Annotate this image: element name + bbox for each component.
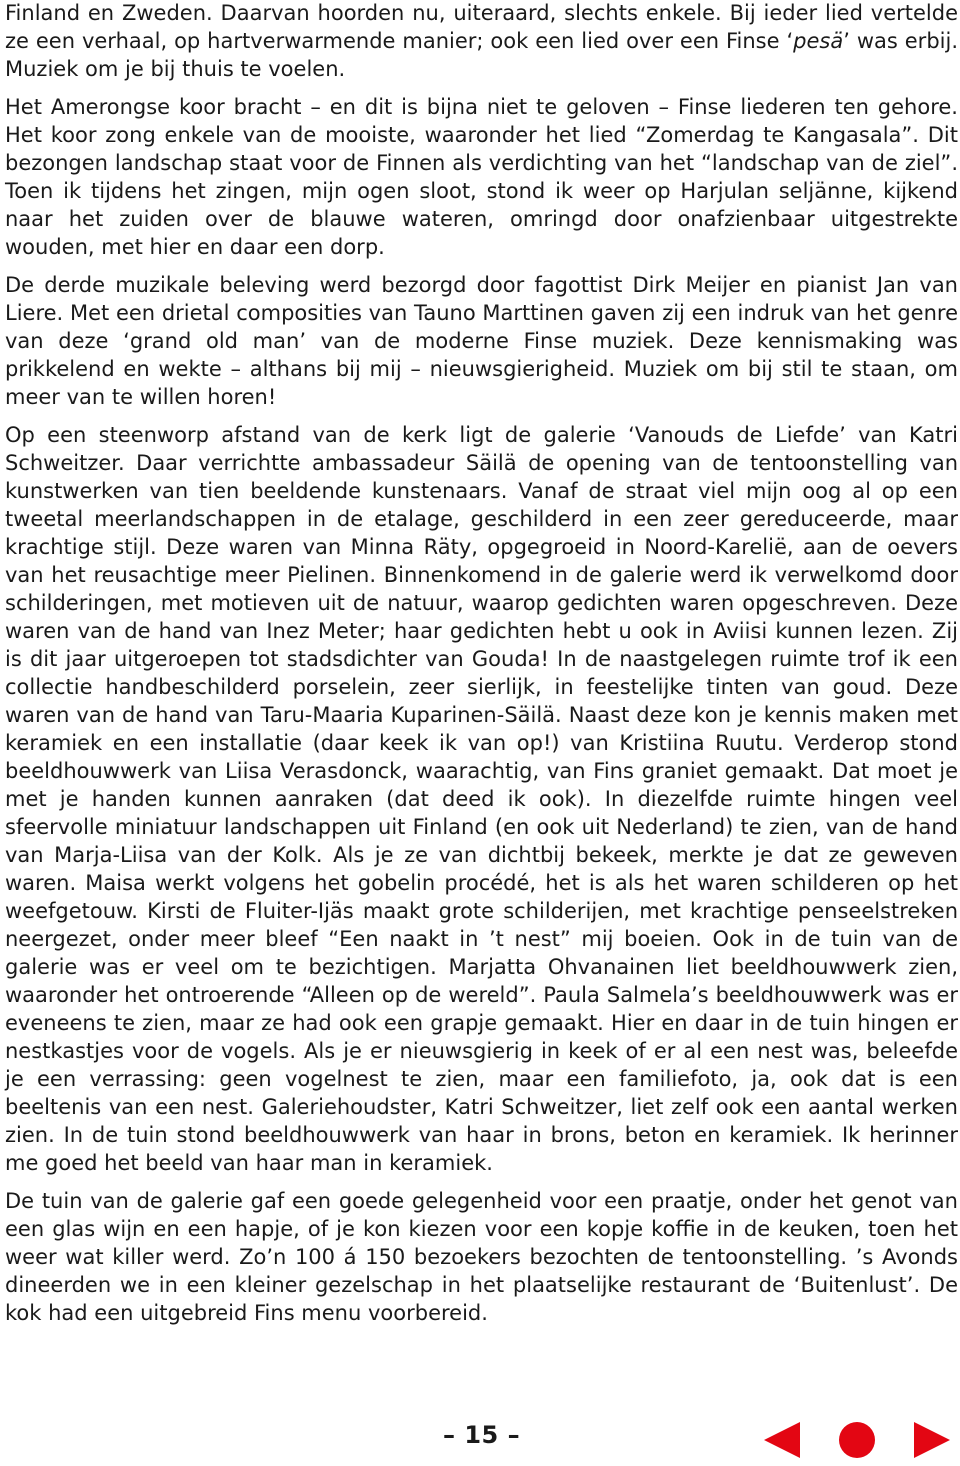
triangle-right-icon — [912, 1420, 952, 1460]
home-button[interactable] — [837, 1420, 877, 1460]
triangle-left-icon — [762, 1420, 802, 1460]
page-number: – 15 – — [443, 1421, 521, 1449]
page-footer — [0, 1415, 960, 1465]
paragraph-text: Op een steenworp afstand van de kerk ligt de galerie ‘Vanouds de Liefde’ van Katri Schweitzer. Daar verrichtte ambassadeur Säilä de opening van de tentoonstelling van kunstwerken van tien beeldende kunstenaars. Vanaf de straat viel mijn oog al op een tweetal meerlandschappen in de etalage, geschilderd in een zeer gereduceerde, maar krachtige stijl. Deze waren van Minna Räty, opgegroeid in Noord-Karelië, aan de oevers van het reusachtige meer Pielinen. Binnenkomend in de galerie werd ik verwelkomd door schilderingen, met motieven uit de natuur, waarop gedichten waren opgeschreven. Deze waren van de hand van Inez Meter; haar gedichten hebt u ook in Aviisi kunnen lezen. Zij is dit jaar uitgeroepen tot stadsdichter van Gouda! In de naastgelegen ruimte trof ik een collectie handbeschilderd porselein, zeer sierlijk, in feestelijke tinten van goud. Deze waren van de hand van Taru-Maaria Kuparinen-Säilä. Naast deze kon je kennis maken met keramiek en een installatie (daar keek ik van op!) van Kristiina Ruutu. Verderop stond beeldhouwwerk van Liisa Verasdonck, waarachtig, van Fins graniet gemaakt. Dat moet je met je handen kunnen aanraken (dat deed ik ook). In diezelfde ruimte hingen veel sfeervolle miniatuur landschappen uit Finland (en ook uit Nederland) te zien, van de hand van Marja-Liisa van der Kolk. Als je ze van dichtbij bekeek, merkte je dat ze geweven waren. Maisa werkt volgens het gobelin procédé, het is als het waren schilderen op het weefgetouw. Kirsti de Fluiter-Ijäs maakt grote schilderijen, met krachtige penseelstreken neergezet, onder meer bleef “Een naakt in ’t nest” mij boeien. Ook in de tuin van de galerie was er veel om te bezichtigen. Marjatta Ohvanainen liet beeldhouwwerk zien, waaronder het ontroerende “Alleen op de wereld”. Paula Salmela’s beeldhouwwerk was er eveneens te zien, maar ze had ook een grapje gemaakt. Hier en daar in de tuin hingen er nestkastjes voor de vogels. Als je er nieuwsgierig in keek of er al een nest was, beleefde je een verrassing: geen vogelnest te zien, maar een familiefoto, ja, ook dat is een beeltenis van een nest. Galeriehoudster, Katri Schweitzer, liet zelf ook een aantal werken zien. In de tuin stond beeldhouwwerk van haar in brons, beton en keramiek. Ik herinner me goed het beeld van haar man in keramiek. — [5, 423, 958, 1175]
paragraph-text: ’ was erbij. Muziek om je bij thuis te voelen. — [5, 29, 958, 81]
paragraph-text: De tuin van de galerie gaf een goede gelegenheid voor een praatje, onder het genot van een glas wijn en een hapje, of je kon kiezen voor een kopje koffie in de keuken, toen het weer wat killer werd. Zo’n 100 á 150 bezoekers bezochten de tentoonstelling. ’s Avonds dineerden we in een kleiner gezelschap in het plaatselijke restaurant de ‘Buitenlust’. De kok had een uitgebreid Fins menu voorbereid. — [5, 1189, 958, 1325]
paragraph — [5, 1187, 958, 1327]
paragraph — [5, 0, 958, 83]
previous-page-button[interactable] — [762, 1420, 802, 1460]
paragraph — [5, 93, 958, 261]
paragraph — [5, 271, 958, 411]
next-page-button[interactable] — [912, 1420, 952, 1460]
paragraph-text: De derde muzikale beleving werd bezorgd door fagottist Dirk Meijer en pianist Jan van Liere. Met een drietal composities van Tauno Marttinen gaven zij een indruk van het genre van deze ‘grand old man’ van de moderne Finse muziek. Deze kennismaking was prikkelend en wekte – althans bij mij – nieuwsgierigheid. Muziek om bij stil te staan, om meer van te willen horen! — [5, 273, 958, 409]
article-body — [5, 0, 958, 1337]
paragraph-text: Het Amerongse koor bracht – en dit is bijna niet te geloven – Finse liederen ten gehore. Het koor zong enkele van de mooiste, waaronder het lied “Zomerdag te Kangasala”. Dit bezongen landschap staat voor de Finnen als verdichting van het “landschap van de ziel”. Toen ik tijdens het zingen, mijn ogen sloot, stond ik weer op Harjulan seljänne, kijkend naar het zuiden over de blauwe wateren, omringd door onafzienbaar uitgestrekte wouden, met hier en daar een dorp. — [5, 95, 958, 259]
italic-word: pesä — [793, 29, 844, 53]
circle-icon — [837, 1420, 877, 1460]
paragraph — [5, 421, 958, 1177]
paragraph-text: Finland en Zweden. Daarvan hoorden nu, uiteraard, slechts enkele. Bij ieder lied vertelde ze een verhaal, op hartverwarmende manier; ook een lied over een Finse ‘ — [5, 1, 958, 53]
